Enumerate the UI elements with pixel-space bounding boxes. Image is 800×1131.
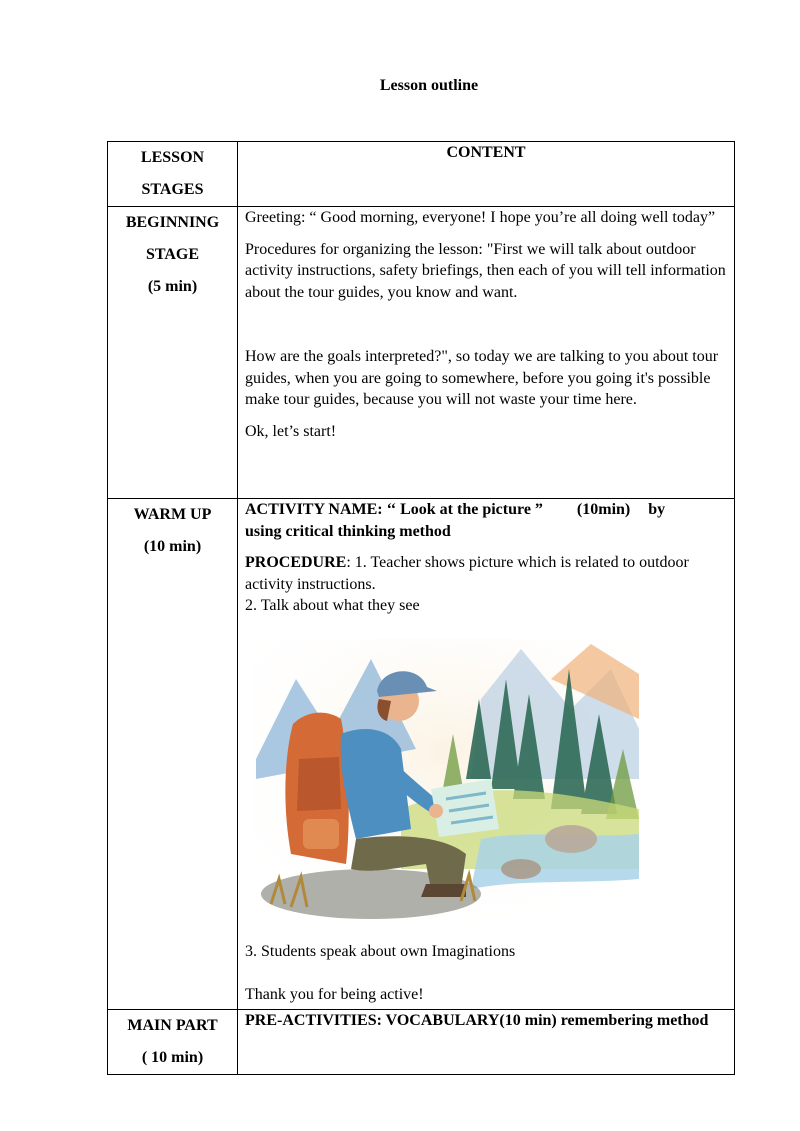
beginning-stage-time: (5 min) <box>147 278 198 295</box>
procedures-text: Procedures for organizing the lesson: "First we will talk about outdoor activity instructions, safety briefings, then each of you will tell information about the tour guides, you know and want. <box>245 240 726 301</box>
warm-up-stage-cell <box>108 499 238 1010</box>
procedure-step2: 2. Talk about what they see <box>245 597 420 614</box>
table-header-row <box>108 142 735 207</box>
warm-up-stage-line1: WARM UP <box>133 506 212 523</box>
activity-by: by <box>648 501 666 518</box>
goals-text: How are the goals interpreted?", so today we are talking to you about tour guides, when you are going to somewhere, before you going it's possible make tour guides, because you will not waste your time here. <box>245 348 719 408</box>
main-part-stage-time: ( 10 min) <box>141 1049 204 1066</box>
activity-name-label: ACTIVITY NAME: ‘‘ Look at the picture ” <box>245 501 543 518</box>
pre-activities-text: PRE-ACTIVITIES: VOCABULARY(10 min) remembering method <box>245 1012 709 1029</box>
step3-text: 3. Students speak about own Imaginations <box>245 942 516 960</box>
start-text: Ok, let’s start! <box>245 422 337 440</box>
main-part-stage-cell <box>108 1010 238 1075</box>
beginning-stage-line2: STAGE <box>145 246 200 263</box>
header-stages-line2: STAGES <box>141 181 204 198</box>
greeting-text: Greeting: “ Good morning, everyone! I hope you’re all doing well today” <box>245 209 716 226</box>
warm-up-stage-time: (10 min) <box>143 538 202 555</box>
header-stages-cell <box>108 142 238 207</box>
header-stages-line1: LESSON <box>140 149 205 166</box>
main-part-stage-line1: MAIN PART <box>127 1017 218 1034</box>
page-title: Lesson outline <box>379 77 479 94</box>
procedure-step1: : 1. Teacher shows picture which is related to outdoor activity instructions. <box>245 554 689 593</box>
warm-up-content-cell <box>238 499 735 1010</box>
main-part-row <box>108 1010 735 1075</box>
beginning-stage-row <box>108 207 735 499</box>
activity-name-line <box>245 499 726 521</box>
procedure-label: PROCEDURE <box>245 554 347 571</box>
header-content-cell <box>238 142 735 207</box>
beginning-stage-cell <box>108 207 238 499</box>
activity-time: (10min) <box>576 501 631 518</box>
procedure-paragraph <box>245 552 726 595</box>
warm-up-row <box>108 499 735 1010</box>
hiker-reading-map-watercolor-icon <box>251 639 641 919</box>
lesson-outline-table <box>107 141 735 1075</box>
thanks-text: Thank you for being active! <box>245 986 424 1003</box>
main-part-content-cell <box>238 1010 735 1075</box>
beginning-stage-line1: BEGINNING <box>125 214 220 231</box>
beginning-content-cell <box>238 207 735 499</box>
activity-method: using critical thinking method <box>245 522 451 540</box>
header-content-label: CONTENT <box>446 144 526 161</box>
